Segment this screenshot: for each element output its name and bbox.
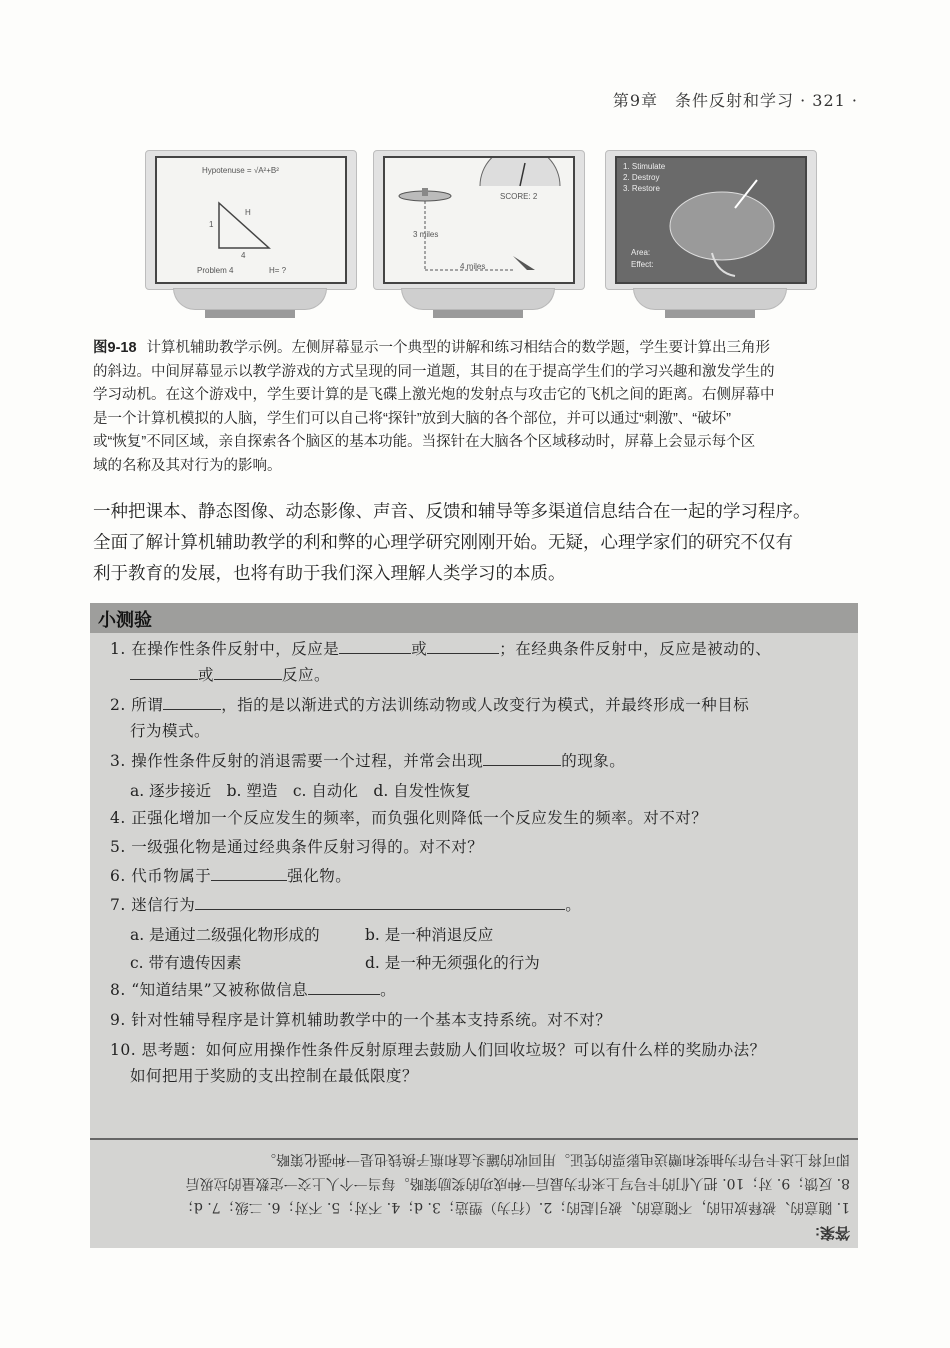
body-line: 利于教育的发展，也将有助于我们深入理解人类学习的本质。 — [93, 564, 566, 584]
answer-blank — [195, 893, 565, 910]
menu-destroy: 2. Destroy — [623, 173, 660, 182]
answer-key-upside-down — [90, 1142, 858, 1248]
effect-label: Effect: — [631, 260, 654, 269]
label-h: H — [245, 208, 251, 217]
monitor-right — [605, 150, 815, 322]
formula-text: Hypotenuse = √A²+B² — [202, 166, 279, 175]
area-label: Area: — [631, 248, 651, 257]
q-text: 6. 代币物属于 — [110, 867, 212, 885]
monitor-base — [401, 288, 555, 310]
q-text: 或 — [198, 666, 215, 684]
answer-blank — [214, 663, 282, 680]
question-7 — [110, 893, 581, 918]
monitor-foot — [433, 310, 523, 318]
body-line: 全面了解计算机辅助教学的利和弊的心理学研究刚刚开始。无疑，心理学家们的研究不仅有 — [93, 533, 793, 553]
q-text: 。 — [380, 981, 397, 999]
score-label: SCORE: 2 — [500, 192, 538, 201]
question-5: 5. 一级强化物是通过经典条件反射习得的。对不对？ — [110, 838, 484, 856]
caption-line: 域的名称及其对行为的影响。 — [93, 457, 282, 474]
q-text: 或 — [411, 640, 428, 658]
q-text: 1. 在操作性条件反射中，反应是 — [110, 640, 340, 658]
menu-stimulate: 1. Stimulate — [623, 162, 666, 171]
monitor-foot — [205, 310, 295, 318]
body-line: 一种把课本、静态图像、动态影像、声音、反馈和辅导等多渠道信息结合在一起的学习程序。 — [93, 502, 811, 522]
answer-blank — [339, 637, 411, 654]
question-10: 10. 思考题：如何应用操作性条件反射原理去鼓励人们回收垃圾？可以有什么样的奖励办法？ — [110, 1041, 766, 1059]
monitor-base — [173, 288, 327, 310]
q-text: ；在经典条件反射中，反应是被动的、 — [499, 640, 772, 658]
answer-blank — [483, 749, 561, 766]
caption-line: 计算机辅助教学示例。左侧屏幕显示一个典型的讲解和练习相结合的数学题，学生要计算出三角形 — [146, 340, 771, 356]
running-header: 第9章 条件反射和学习 · 321 · — [612, 91, 858, 110]
answer-blank — [130, 663, 198, 680]
caption-line: 的斜边。中间屏幕显示以教学游戏的方式呈现的同一道题，其目的在于提高学生们的学习兴趣和激发学生的 — [93, 363, 775, 380]
question-8 — [110, 978, 396, 1003]
screen-brain — [615, 156, 807, 284]
hint-label: H= ? — [269, 266, 287, 275]
q-text: 7. 迷信行为 — [110, 896, 196, 914]
question-3-options: a. 逐步接近 b. 塑造 c. 自动化 d. 自发性恢复 — [130, 782, 471, 800]
answer-divider — [90, 1138, 858, 1140]
distance-3-label: 3 miles — [413, 230, 439, 239]
question-3 — [110, 749, 625, 774]
caption-line: 是一个计算机模拟的人脑，学生们可以自己将“探针”放到大脑的各个部位，并可以通过“刺激”、“破坏” — [93, 410, 731, 427]
q-text: ，指的是以渐进式的方法训练动物或人改变行为模式，并最终形成一种目标 — [221, 696, 750, 714]
question-10-cont: 如何把用于奖励的支出控制在最低限度？ — [130, 1067, 419, 1085]
question-7-option-b: b. 是一种消退反应 — [365, 926, 494, 944]
screen-math-problem — [155, 156, 347, 284]
caption-line: 学习动机。在这个游戏中，学生要计算的是飞碟上激光炮的发射点与攻击它的飞机之间的距离。右侧屏幕中 — [93, 387, 775, 403]
answer-blank — [427, 637, 499, 654]
monitor-left — [145, 150, 355, 322]
q-text: 3. 操作性条件反射的消退需要一个过程，并常会出现 — [110, 752, 484, 770]
label-one: 1 — [209, 220, 214, 229]
q-text: 反应。 — [282, 666, 331, 684]
answer-line: 1. 随意的、被释放出的，不随意的、被引起的；2.（行为）塑造；3. d；4. 不对；5. 不对；6. 二级；7. d； — [179, 1199, 850, 1215]
answer-label: 答案: — [815, 1224, 850, 1241]
q-text: 8. “知道结果”又被称做信息 — [110, 981, 309, 999]
question-7-option-c: c. 带有遗传因素 — [130, 954, 242, 972]
q-text: 强化物。 — [287, 867, 352, 885]
label-four: 4 — [241, 251, 246, 260]
quiz-title: 小测验 — [98, 610, 152, 630]
question-2 — [110, 693, 749, 718]
figure-number: 图9-18 — [93, 340, 137, 356]
question-7-option-a: a. 是通过二级强化物形成的 — [130, 926, 320, 944]
q-text: 。 — [565, 896, 582, 914]
question-6 — [110, 864, 351, 889]
triangle-diagram — [157, 158, 345, 282]
figure-screens — [145, 150, 805, 330]
q-text: 的现象。 — [561, 752, 626, 770]
question-1-cont — [130, 663, 330, 688]
question-7-option-d: d. 是一种无须强化的行为 — [365, 954, 540, 972]
body-text — [93, 497, 863, 590]
answer-blank — [163, 693, 221, 710]
question-1 — [110, 637, 771, 662]
question-4: 4. 正强化增加一个反应发生的频率，而负强化则降低一个反应发生的频率。对不对？ — [110, 809, 708, 827]
screen-game — [383, 156, 575, 284]
question-9: 9. 针对性辅导程序是计算机辅助教学中的一个基本支持系统。对不对？ — [110, 1011, 612, 1029]
figure-caption — [93, 337, 863, 478]
monitor-middle — [373, 150, 583, 322]
answer-line: 即可将上述卡号作为抽奖和赠送电影票的凭证。用回收的罐头盒和瓶子换钱也是一种强化策略。 — [262, 1151, 850, 1167]
monitor-base — [633, 288, 787, 310]
caption-line: 或“恢复”不同区域，亲自探索各个脑区的基本功能。当探针在大脑各个区域移动时，屏幕上会显示每个区 — [93, 434, 756, 450]
quiz-header — [90, 603, 858, 633]
distance-4-label: 4 miles — [460, 262, 486, 271]
menu-restore: 3. Restore — [623, 184, 660, 193]
monitor-foot — [665, 310, 755, 318]
answer-blank — [211, 864, 287, 881]
answer-blank — [308, 978, 380, 995]
question-2-cont: 行为模式。 — [130, 722, 211, 740]
answer-key — [90, 1138, 858, 1248]
answer-line: 8. 反馈；9. 对；10. 把人们的卡号写上来作为最后一种成功的奖励策略。每当一个人上交一定数量的垃圾后 — [185, 1175, 850, 1191]
problem-label: Problem 4 — [197, 266, 234, 275]
q-text: 2. 所谓 — [110, 696, 164, 714]
